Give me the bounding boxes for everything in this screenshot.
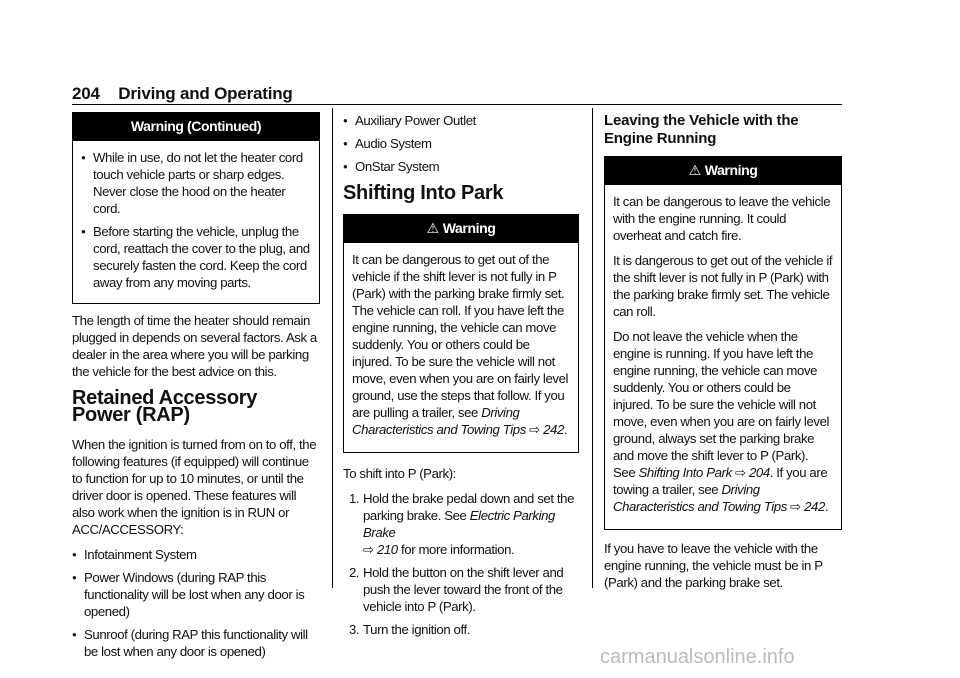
warning-text: It can be dangerous to leave the vehicle with the engine running. It could overheat and catch fire. [613, 194, 831, 243]
column-1 [72, 112, 320, 666]
ref-arrow-icon: ⇨ [790, 499, 801, 514]
warning-title: Warning (Continued) [73, 113, 319, 141]
paragraph: The length of time the heater should remain plugged in depends on several factors. Ask a dealer in the area where you will be parking the vehicle for the best advice on this. [72, 313, 317, 379]
step-item: 2. Hold the button on the shift lever and push the lever toward the front of the vehicle into P (Park). [349, 565, 564, 614]
list-item: ● Power Windows (during RAP this functionality will be lost when any door is opened) [72, 569, 320, 620]
cross-reference[interactable]: Driving Characteristics and Towing Tips [613, 482, 787, 514]
ref-page[interactable]: 242 [804, 499, 825, 514]
warning-triangle-icon: ⚠ [426, 220, 439, 236]
warning-bullet: ● Before starting the vehicle, unplug the cord, reattach the cover to the plug, and securely fasten the cord. Keep the cord away from any moving parts. [81, 223, 311, 291]
ref-page[interactable]: 242 [543, 422, 564, 437]
column-2 [343, 112, 579, 644]
warning-triangle-icon: ⚠ [688, 162, 701, 178]
warning-text: Do not leave the vehicle when the engine is running. If you have left the engine running, the vehicle can move suddenly. You or others could be injured. To be sure the vehicle will not move, even when you are on fairly level ground, always set the parking brake and move the shift lever to P (Park). See Shifting Into Park ⇨ 204. If you are towing a trailer, see Driving Characteristics and Towing Tips ⇨ 242. [613, 329, 830, 514]
section-heading-rap: Retained Accessory Power (RAP) [72, 387, 258, 426]
warning-box [604, 156, 842, 530]
header-rule [72, 104, 842, 105]
column-divider [332, 108, 333, 588]
warning-text: It can be dangerous to get out of the vehicle if the shift lever is not fully in P (Park) with the parking brake firmly set. The vehicle can roll. If you have left the engine running, the vehicle can move suddenly. You or others could be injured. To be sure the vehicle will not move, even when you are on fairly level ground, use the steps that follow. If you are pulling a trailer, see Driving Characteristics and Towing Tips ⇨ 242. [352, 252, 569, 437]
step-item: 3. Turn the ignition off. [349, 622, 471, 637]
warning-bullet: ● While in use, do not let the heater cord touch vehicle parts or sharp edges. Never close the hood on the heater cord. [81, 149, 311, 217]
warning-title: Warning [442, 220, 496, 236]
warning-box-continued [72, 112, 320, 304]
ref-page[interactable]: 204 [748, 465, 770, 480]
cross-reference[interactable]: Electric Parking Brake [363, 508, 555, 540]
watermark: carmanualsonline.info [600, 646, 795, 668]
ref-arrow-icon: ⇨ [363, 542, 374, 557]
paragraph: To shift into P (Park): [343, 466, 456, 481]
column-divider [592, 108, 593, 588]
warning-box [343, 214, 579, 453]
cross-reference[interactable]: Shifting Into Park [638, 465, 732, 480]
paragraph: When the ignition is turned from on to off, the following features (if equipped) will continue to function for up to 10 minutes, or until the driver door is opened. These features will also work when the ignition is in RUN or ACC/ACCESSORY: [72, 437, 317, 537]
ref-arrow-icon: ⇨ [735, 465, 746, 480]
ref-page[interactable]: 210 [376, 542, 398, 557]
step-item: 1. Hold the brake pedal down and set the parking brake. See Electric Parking Brake ⇨ 210 for more information. [349, 491, 575, 557]
list-item: ● Infotainment System [72, 546, 320, 563]
page-number: 204 [72, 84, 100, 103]
list-item: ● OnStar System [343, 158, 579, 175]
section-heading-shifting-into-park: Shifting Into Park [343, 182, 504, 204]
section-title: Driving and Operating [118, 84, 293, 103]
warning-title: Warning [704, 162, 758, 178]
column-3 [604, 112, 842, 599]
list-item: ● Sunroof (during RAP this functionality will be lost when any door is opened) [72, 626, 320, 660]
cross-reference[interactable]: Driving Characteristics and Towing Tips [352, 405, 526, 437]
section-heading-leaving-vehicle: Leaving the Vehicle with the Engine Running [604, 112, 799, 147]
page-header [72, 84, 293, 104]
ref-arrow-icon: ⇨ [529, 422, 540, 437]
warning-text: It is dangerous to get out of the vehicle if the shift lever is not fully in P (Park) with the parking brake firmly set. The vehicle can roll. [613, 253, 833, 319]
list-item: ● Auxiliary Power Outlet [343, 112, 579, 129]
paragraph: If you have to leave the vehicle with the engine running, the vehicle must be in P (Park) and the parking brake set. [604, 541, 823, 590]
list-item: ● Audio System [343, 135, 579, 152]
